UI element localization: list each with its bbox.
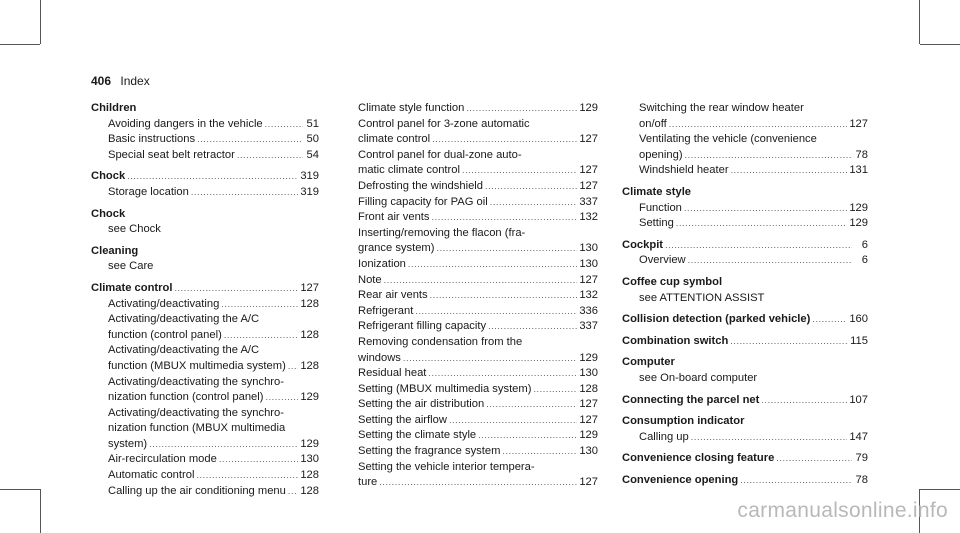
dot-leader xyxy=(237,148,303,164)
index-subentry xyxy=(91,259,319,275)
dot-leader xyxy=(403,351,577,367)
page-ref[interactable]: 127 xyxy=(300,281,319,294)
dot-leader xyxy=(731,163,848,179)
index-heading xyxy=(622,275,868,291)
index-subentry[interactable] xyxy=(358,366,598,382)
page-ref[interactable]: 337 xyxy=(579,195,598,208)
entry-text: Convenience closing feature xyxy=(622,452,775,465)
page-ref[interactable]: 128 xyxy=(300,297,319,310)
dot-leader xyxy=(219,452,299,468)
index-subentry[interactable] xyxy=(358,382,598,398)
index-heading[interactable] xyxy=(622,238,868,254)
index-subentry[interactable] xyxy=(358,101,598,117)
index-subentry xyxy=(358,460,598,476)
index-subentry[interactable] xyxy=(622,117,868,133)
entry-text: Storage location xyxy=(108,185,189,198)
index-subentry[interactable] xyxy=(91,148,319,164)
dot-leader xyxy=(533,382,577,398)
entry-text: Activating/deactivating the synchro- xyxy=(108,406,284,419)
entry-text: Collision detection (parked vehicle) xyxy=(622,313,811,326)
entry-text: Removing condensation from the xyxy=(358,335,523,348)
entry-text: Refrigerant xyxy=(358,304,414,317)
index-subentry[interactable] xyxy=(358,179,598,195)
entry-text: Setting the climate style xyxy=(358,429,477,442)
index-subentry[interactable] xyxy=(358,413,598,429)
crop-mark xyxy=(920,489,960,490)
page-ref[interactable]: 127 xyxy=(849,117,868,130)
dot-leader xyxy=(415,304,577,320)
entry-text: Rear air vents xyxy=(358,289,428,302)
entry-text: Setting the air distribution xyxy=(358,398,485,411)
index-heading xyxy=(622,414,868,430)
dot-leader xyxy=(288,484,298,500)
page-ref[interactable]: 127 xyxy=(579,179,598,192)
entry-text: Cockpit xyxy=(622,238,664,251)
index-subentry[interactable] xyxy=(358,475,598,491)
entry-text: Convenience opening xyxy=(622,473,739,486)
dot-leader xyxy=(174,281,298,297)
index-subentry xyxy=(91,312,319,328)
index-subentry[interactable] xyxy=(91,328,319,344)
page-ref[interactable]: 78 xyxy=(855,148,868,161)
dot-leader xyxy=(384,273,578,289)
entry-text: Switching the rear window heater xyxy=(639,102,804,114)
index-subentry[interactable] xyxy=(91,468,319,484)
dot-leader xyxy=(502,444,577,460)
entry-text: see On-board computer xyxy=(639,371,758,384)
entry-text: Chock xyxy=(91,170,126,183)
dot-leader xyxy=(462,163,577,179)
index-heading[interactable] xyxy=(91,169,319,185)
dot-leader xyxy=(430,288,578,304)
page-ref[interactable]: 130 xyxy=(579,367,598,380)
index-heading xyxy=(622,185,868,201)
page-ref[interactable]: 129 xyxy=(579,351,598,364)
page-ref[interactable]: 130 xyxy=(579,257,598,270)
entry-text: see Care xyxy=(108,260,154,273)
page-ref[interactable]: 319 xyxy=(300,170,319,183)
index-heading xyxy=(91,101,319,117)
entry-text: Consumption indicator xyxy=(622,415,745,428)
page-ref[interactable]: 51 xyxy=(306,117,319,130)
dot-leader xyxy=(265,117,303,133)
index-subentry xyxy=(358,226,598,242)
entry-text: Computer xyxy=(622,356,675,369)
dot-leader xyxy=(197,132,303,148)
entry-text: Control panel for 3-zone automatic xyxy=(358,117,530,130)
page-ref[interactable]: 6 xyxy=(861,254,868,267)
dot-leader xyxy=(288,359,299,375)
index-subentry xyxy=(622,101,868,117)
entry-text: opening) xyxy=(639,148,683,161)
index-subentry[interactable] xyxy=(358,397,598,413)
page-ref[interactable]: 79 xyxy=(855,452,868,465)
index-subentry[interactable] xyxy=(358,304,598,320)
entry-text: grance system) xyxy=(358,242,435,255)
crop-mark xyxy=(0,489,40,490)
index-subentry[interactable] xyxy=(91,437,319,453)
page-ref[interactable]: 129 xyxy=(579,102,598,114)
dot-leader xyxy=(408,257,577,273)
dot-leader xyxy=(432,132,577,148)
page-ref[interactable]: 129 xyxy=(300,437,319,450)
page-ref[interactable]: 128 xyxy=(300,359,319,372)
entry-text: Ionization xyxy=(358,257,406,270)
entry-text: Windshield heater xyxy=(639,164,729,177)
dot-leader xyxy=(224,328,299,344)
page-ref[interactable]: 128 xyxy=(579,382,598,395)
index-subentry[interactable] xyxy=(622,216,868,232)
index-subentry[interactable] xyxy=(91,297,319,313)
index-subentry[interactable] xyxy=(91,452,319,468)
entry-text: Setting the airflow xyxy=(358,413,447,426)
page-ref[interactable]: 127 xyxy=(579,133,598,146)
page-ref[interactable]: 127 xyxy=(579,413,598,426)
entry-text: Activating/deactivating the A/C xyxy=(108,313,260,326)
index-heading xyxy=(91,244,319,260)
dot-leader xyxy=(761,393,847,409)
index-subentry xyxy=(91,222,319,238)
entry-text: Activating/deactivating the synchro- xyxy=(108,375,284,388)
index-subentry[interactable] xyxy=(358,132,598,148)
page-ref[interactable]: 128 xyxy=(300,328,319,341)
entry-text: Chock xyxy=(91,207,126,220)
index-subentry xyxy=(622,132,868,148)
dot-leader xyxy=(191,185,298,201)
index-subentry xyxy=(91,406,319,422)
entry-text: windows xyxy=(358,351,401,364)
index-column-2 xyxy=(358,101,598,491)
entry-text: system) xyxy=(108,437,148,450)
index-subentry[interactable] xyxy=(91,390,319,406)
page-ref[interactable]: 78 xyxy=(855,473,868,486)
index-subentry[interactable] xyxy=(91,132,319,148)
entry-text: ture xyxy=(358,476,378,489)
page-ref[interactable]: 127 xyxy=(579,273,598,286)
page-ref[interactable]: 115 xyxy=(850,334,868,347)
dot-leader xyxy=(730,334,848,350)
page-ref[interactable]: 130 xyxy=(300,453,319,466)
index-heading xyxy=(91,207,319,223)
entry-text: function (MBUX multimedia system) xyxy=(108,359,286,372)
entry-text: Inserting/removing the flacon (fra- xyxy=(358,226,526,239)
entry-text: Children xyxy=(91,102,137,114)
index-heading[interactable] xyxy=(622,473,868,489)
dot-leader xyxy=(485,179,577,195)
entry-text: Cleaning xyxy=(91,244,139,257)
index-subentry[interactable] xyxy=(358,444,598,460)
page-ref[interactable]: 127 xyxy=(579,476,598,489)
index-heading[interactable] xyxy=(622,334,868,350)
entry-text: Ventilating the vehicle (convenience xyxy=(639,133,817,146)
dot-leader xyxy=(449,413,577,429)
index-column-1 xyxy=(91,101,319,499)
entry-text: see Chock xyxy=(108,223,161,236)
dot-leader xyxy=(812,312,847,328)
page-ref[interactable]: 107 xyxy=(849,393,868,406)
page-ref[interactable]: 129 xyxy=(579,429,598,442)
entry-text: see ATTENTION ASSIST xyxy=(639,291,765,304)
dot-leader xyxy=(488,319,577,335)
dot-leader xyxy=(127,169,298,185)
entry-text: matic climate control xyxy=(358,164,460,177)
entry-text: Automatic control xyxy=(108,469,195,482)
page-ref[interactable]: 130 xyxy=(579,242,598,255)
dot-leader xyxy=(478,428,577,444)
entry-text: Control panel for dual-zone auto- xyxy=(358,148,522,161)
entry-text: Defrosting the windshield xyxy=(358,179,483,192)
entry-text: Coffee cup symbol xyxy=(622,275,723,288)
entry-text: Calling up xyxy=(639,430,689,443)
dot-leader xyxy=(490,195,578,211)
page-ref[interactable]: 54 xyxy=(306,148,319,161)
index-subentry[interactable] xyxy=(358,195,598,211)
index-subentry[interactable] xyxy=(622,430,868,446)
entry-text: on/off xyxy=(639,117,667,130)
index-subentry[interactable] xyxy=(358,163,598,179)
page-ref[interactable]: 128 xyxy=(300,469,319,482)
entry-text: Residual heat xyxy=(358,367,427,380)
dot-leader xyxy=(379,475,577,491)
index-heading[interactable] xyxy=(622,451,868,467)
dot-leader xyxy=(196,468,298,484)
crop-mark xyxy=(40,0,41,44)
dot-leader xyxy=(432,210,578,226)
index-subentry[interactable] xyxy=(91,359,319,375)
index-subentry[interactable] xyxy=(622,148,868,164)
crop-mark xyxy=(40,489,41,533)
index-subentry[interactable] xyxy=(358,273,598,289)
entry-text: Special seat belt retractor xyxy=(108,148,235,161)
page-ref[interactable]: 132 xyxy=(579,289,598,302)
entry-text: Overview xyxy=(639,254,686,267)
page-ref[interactable]: 336 xyxy=(579,304,598,317)
dot-leader xyxy=(688,253,852,269)
page-ref[interactable]: 337 xyxy=(579,320,598,333)
entry-text: Setting (MBUX multimedia system) xyxy=(358,382,532,395)
index-subentry[interactable] xyxy=(91,117,319,133)
index-column-3 xyxy=(622,101,868,488)
entry-text: Setting xyxy=(639,217,674,230)
entry-text: Front air vents xyxy=(358,211,430,224)
index-subentry[interactable] xyxy=(358,210,598,226)
index-heading[interactable] xyxy=(622,393,868,409)
dot-leader xyxy=(684,201,847,217)
page-ref[interactable]: 129 xyxy=(849,217,868,230)
index-subentry[interactable] xyxy=(358,288,598,304)
index-subentry xyxy=(622,371,868,387)
dot-leader xyxy=(669,117,848,133)
index-subentry[interactable] xyxy=(622,201,868,217)
index-subentry xyxy=(622,291,868,307)
index-subentry[interactable] xyxy=(91,484,319,500)
entry-text: Air-recirculation mode xyxy=(108,453,217,466)
page-ref[interactable]: 50 xyxy=(306,133,319,146)
index-subentry[interactable] xyxy=(622,163,868,179)
page-header xyxy=(91,74,150,88)
entry-text: Basic instructions xyxy=(108,133,196,146)
index-heading[interactable] xyxy=(91,281,319,297)
dot-leader xyxy=(221,297,298,313)
page-ref[interactable]: 129 xyxy=(300,391,319,404)
dot-leader xyxy=(486,397,577,413)
dot-leader xyxy=(691,430,848,446)
index-subentry xyxy=(91,343,319,359)
index-subentry xyxy=(358,117,598,133)
page-ref[interactable]: 319 xyxy=(300,185,319,198)
entry-text: function (control panel) xyxy=(108,328,222,341)
dot-leader xyxy=(665,238,852,254)
page-number: 406 xyxy=(91,74,112,88)
entry-text: Calling up the air conditioning menu xyxy=(108,484,286,497)
crop-mark xyxy=(0,44,40,45)
page-ref[interactable]: 127 xyxy=(579,164,598,177)
index-subentry[interactable] xyxy=(358,319,598,335)
page-ref[interactable]: 147 xyxy=(849,430,868,443)
entry-text: Connecting the parcel net xyxy=(622,393,760,406)
index-subentry xyxy=(91,375,319,391)
dot-leader xyxy=(685,148,852,164)
entry-text: Setting the vehicle interior tempera- xyxy=(358,460,535,473)
index-subentry[interactable] xyxy=(358,428,598,444)
entry-text: Refrigerant filling capacity xyxy=(358,320,487,333)
entry-text: Setting the fragrance system xyxy=(358,445,501,458)
entry-text: Function xyxy=(639,201,682,214)
dot-leader xyxy=(740,473,852,489)
index-subentry xyxy=(91,421,319,437)
index-subentry xyxy=(358,335,598,351)
dot-leader xyxy=(676,216,847,232)
entry-text: Combination switch xyxy=(622,334,729,347)
page-ref[interactable]: 132 xyxy=(579,211,598,224)
entry-text: nization function (control panel) xyxy=(108,391,264,404)
index-subentry[interactable] xyxy=(622,253,868,269)
section-title: Index xyxy=(120,74,150,88)
index-subentry[interactable] xyxy=(91,185,319,201)
dot-leader xyxy=(265,390,298,406)
page-ref[interactable]: 128 xyxy=(300,484,319,497)
entry-text: Climate style xyxy=(622,185,692,198)
crop-mark xyxy=(919,0,920,44)
index-subentry[interactable] xyxy=(358,351,598,367)
dot-leader xyxy=(466,101,577,117)
index-heading xyxy=(622,355,868,371)
index-subentry xyxy=(358,148,598,164)
page-ref[interactable]: 160 xyxy=(849,313,868,326)
dot-leader xyxy=(436,241,577,257)
entry-text: nization function (MBUX multimedia xyxy=(108,422,286,435)
entry-text: Climate control xyxy=(91,281,173,294)
entry-text: Activating/deactivating the A/C xyxy=(108,344,260,357)
dot-leader xyxy=(776,451,852,467)
page-ref[interactable]: 6 xyxy=(861,238,868,251)
entry-text: Activating/deactivating xyxy=(108,297,220,310)
index-subentry[interactable] xyxy=(358,241,598,257)
entry-text: Avoiding dangers in the vehicle xyxy=(108,117,263,130)
dot-leader xyxy=(149,437,298,453)
entry-text: Climate style function xyxy=(358,102,465,114)
entry-text: climate control xyxy=(358,133,431,146)
index-subentry[interactable] xyxy=(358,257,598,273)
page-ref[interactable]: 129 xyxy=(849,201,868,214)
page-ref[interactable]: 130 xyxy=(579,445,598,458)
watermark: carmanualsonline.info xyxy=(737,499,948,522)
page-ref[interactable]: 127 xyxy=(579,398,598,411)
crop-mark xyxy=(920,44,960,45)
entry-text: Note xyxy=(358,273,382,286)
page-ref[interactable]: 131 xyxy=(849,164,868,177)
index-heading[interactable] xyxy=(622,312,868,328)
dot-leader xyxy=(428,366,577,382)
entry-text: Filling capacity for PAG oil xyxy=(358,195,488,208)
